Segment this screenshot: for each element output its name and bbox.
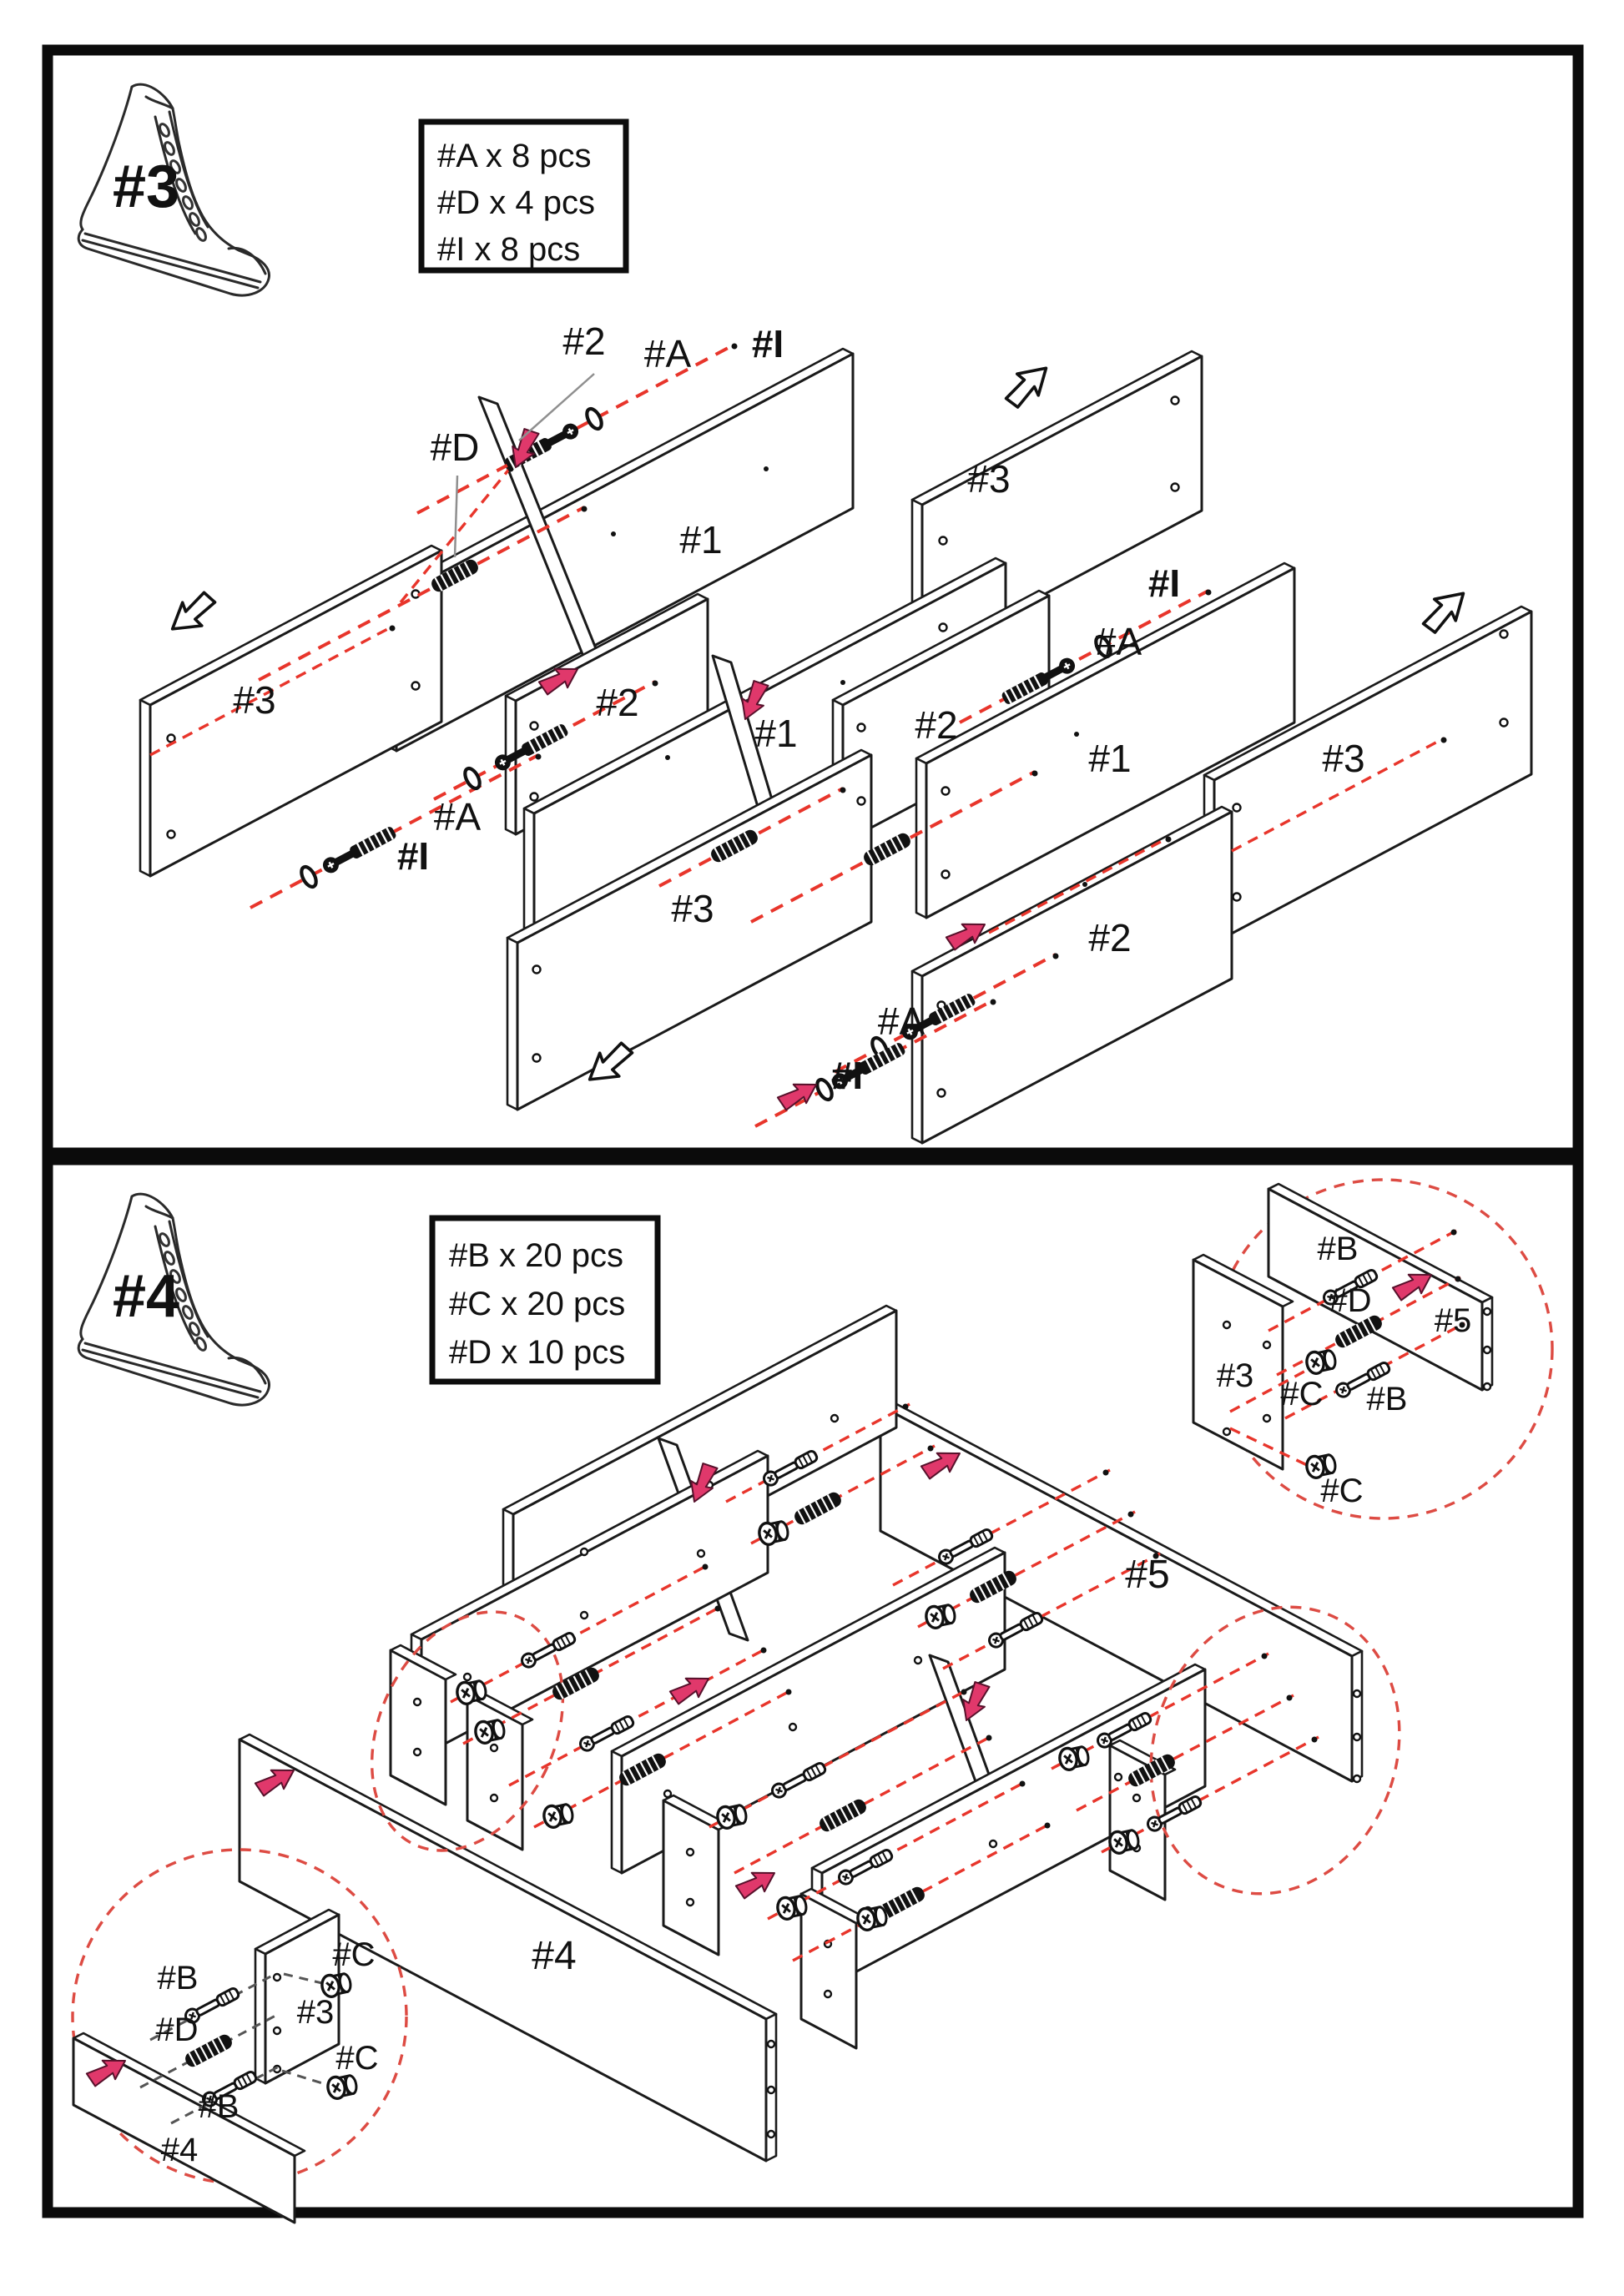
- cam-lock-icon: [1305, 1348, 1338, 1376]
- part-label: #3: [1216, 1357, 1254, 1394]
- part-label: #C: [1320, 1473, 1364, 1509]
- part-label: #3: [233, 678, 276, 722]
- parts-list-box: [432, 1218, 658, 1382]
- parts-line: #A x 8 pcs: [437, 138, 592, 174]
- step4-exploded-diagram: [73, 1180, 1552, 2223]
- panel-3-left: [150, 551, 441, 876]
- part-label: #3: [671, 887, 714, 930]
- part-label: #I: [396, 834, 430, 878]
- part-label: #4: [532, 1934, 577, 1978]
- parts-line: #I x 8 pcs: [437, 231, 581, 268]
- part-label: #2: [596, 681, 639, 724]
- part-label: #1: [754, 712, 798, 755]
- step-number: #3: [112, 154, 180, 220]
- step4-section: [73, 1180, 1552, 2223]
- part-label: #C: [335, 2040, 379, 2077]
- parts-line: #C x 20 pcs: [449, 1286, 626, 1322]
- open-arrow-icon: [164, 587, 222, 641]
- washer-icon: [299, 864, 320, 889]
- washer-icon: [462, 766, 483, 791]
- parts-line: #D x 4 pcs: [437, 184, 595, 221]
- dowel-icon: [792, 1490, 843, 1527]
- part-label: #I: [751, 322, 784, 365]
- part-label: #1: [1088, 737, 1132, 780]
- part-label: #D: [430, 425, 480, 469]
- part-label: #B: [157, 1960, 199, 1996]
- part-label: #B: [1317, 1231, 1359, 1267]
- part-label: #2: [1088, 916, 1132, 959]
- step3-frame: [48, 50, 1578, 1153]
- part-label: #3: [296, 1994, 335, 2031]
- part-label: #A: [1094, 620, 1142, 663]
- screw-icon: [320, 824, 398, 876]
- part-label: #D: [1329, 1282, 1372, 1319]
- part-label: #3: [967, 457, 1011, 501]
- magenta-arrow-icon: [776, 1075, 822, 1114]
- part-label: #I: [1147, 561, 1181, 605]
- part-label: #I: [830, 1054, 864, 1097]
- part-label: #2: [915, 703, 958, 747]
- label-leader: [519, 374, 594, 441]
- panel-boards: [240, 1306, 1362, 2161]
- part-label: #5: [1434, 1302, 1472, 1339]
- cam-lock-icon: [542, 1802, 575, 1830]
- part-label: #B: [198, 2088, 240, 2125]
- step3-exploded-diagram: [140, 320, 1531, 1143]
- part-label: #4: [160, 2132, 199, 2168]
- part-label: #2: [562, 320, 606, 363]
- open-arrow-icon: [1416, 582, 1474, 637]
- parts-line: #B x 20 pcs: [449, 1237, 624, 1274]
- part-label: #A: [877, 999, 925, 1043]
- label-leader: [455, 476, 457, 557]
- step3-section: [78, 84, 1531, 1143]
- part-label: #B: [1366, 1381, 1408, 1417]
- parts-list-box: [421, 122, 626, 270]
- part-label: #3: [1322, 737, 1365, 780]
- part-label: #A: [643, 332, 692, 375]
- washer-icon: [584, 406, 605, 431]
- part-label: #5: [1125, 1553, 1170, 1597]
- dowel-icon: [817, 1797, 868, 1834]
- detail-circle-top-right: [1193, 1180, 1552, 1518]
- part-label: #C: [1280, 1376, 1324, 1412]
- part-label: #D: [155, 2012, 199, 2048]
- part-label: #C: [332, 1936, 376, 1973]
- open-arrow-icon: [999, 357, 1057, 412]
- step-number: #4: [112, 1263, 180, 1330]
- panel-5-detail: [1268, 1189, 1482, 1390]
- parts-line: #D x 10 pcs: [449, 1334, 626, 1371]
- part-label: #1: [679, 518, 723, 561]
- part-label: #A: [433, 795, 482, 838]
- cam-lock-icon: [326, 2073, 359, 2101]
